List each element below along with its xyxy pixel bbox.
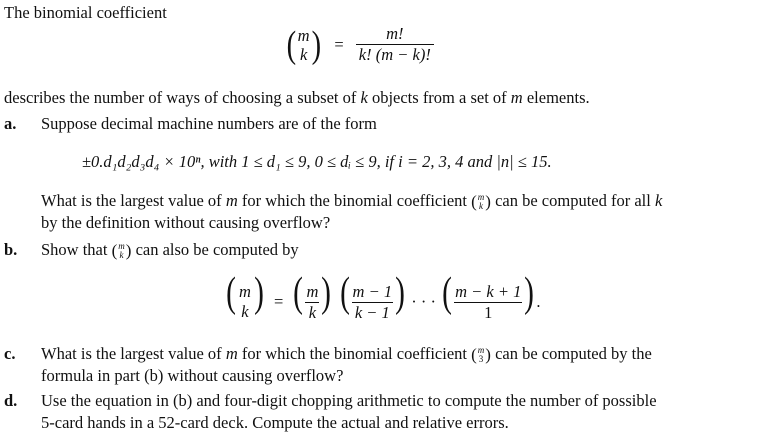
part-b-text: Show that ( m k ) can also be computed by xyxy=(41,240,299,261)
part-a-question-2: by the definition without causing overflow? xyxy=(41,213,331,232)
part-b-label: b. xyxy=(4,240,18,259)
part-d-line-1: Use the equation in (b) and four-digit chopping arithmetic to compute the number of possible xyxy=(41,391,657,410)
binomial-definition: ( m k ) = $\frac{m!}{k! (m - k)!}$ xyxy=(285,24,434,65)
part-a-question-1: What is the largest value of m for which the binomial coefficient ( m k ) can be computed for all k xyxy=(41,191,663,212)
intro-line-2: describes the number of ways of choosing a subset of k objects from a set of m elements. xyxy=(4,88,590,107)
machine-number-form: ±0.d₁d₂d₃d₄ × 10ⁿ, with 1 ≤ d₁ ≤ 9, 0 ≤ dᵢ ≤ 9, if i = 2, 3, 4 and |n| ≤ 15. xyxy=(82,152,552,171)
part-c-line-1: What is the largest value of m for which the binomial coefficient ( m 3 ) can be computed by the xyxy=(41,344,652,365)
part-d-label: d. xyxy=(4,391,18,410)
intro-line-1: The binomial coefficient xyxy=(4,3,167,22)
part-a-text: Suppose decimal machine numbers are of the form xyxy=(41,114,377,133)
part-c-line-2: formula in part (b) without causing overflow? xyxy=(41,366,344,385)
product-formula: ( m k ) = ( $\frac{m}{k}$ ) ( $\frac{m - 1}{k - 1}$ ) · · · ( $\frac{m - k + 1}{1}$ ) . xyxy=(226,270,541,322)
part-a-label: a. xyxy=(4,114,17,133)
part-d-line-2: 5-card hands in a 52-card deck. Compute the actual and relative errors. xyxy=(41,413,509,432)
part-c-label: c. xyxy=(4,344,16,363)
